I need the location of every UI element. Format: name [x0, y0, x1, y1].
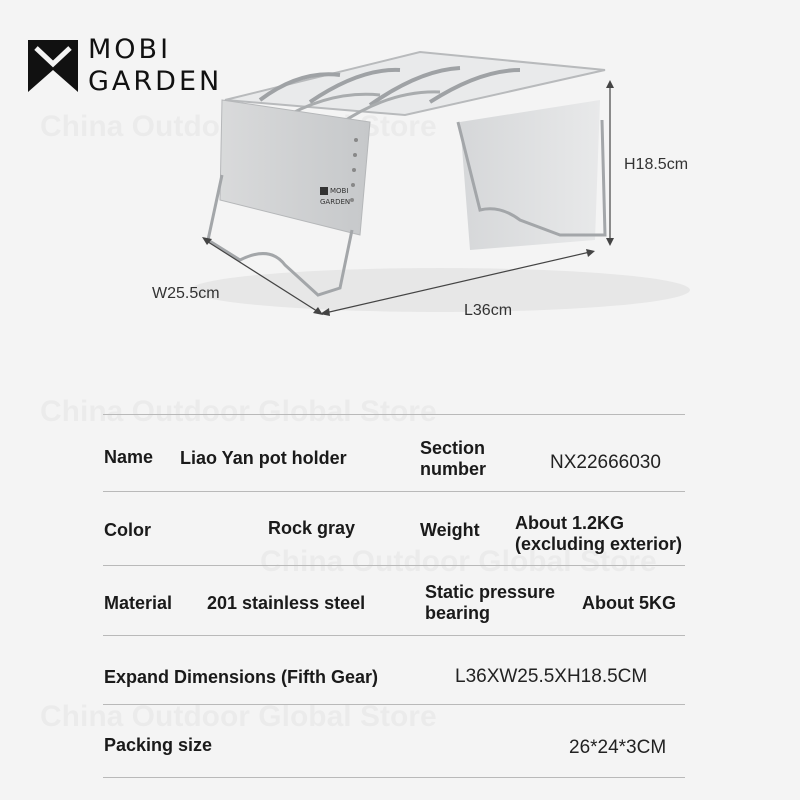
- pressure-label-line-2: bearing: [425, 603, 491, 623]
- packing-size-value: 26*24*3CM: [569, 737, 667, 758]
- pressure-label-line-1: Static pressure: [425, 582, 556, 602]
- watermark: [40, 700, 437, 734]
- packing-size-label: Packing size: [104, 735, 213, 755]
- section-number-value: NX22666030: [550, 452, 661, 473]
- weight-label: Weight: [420, 520, 480, 540]
- material-label: Material: [104, 593, 173, 613]
- color-label: Color: [104, 520, 151, 540]
- watermark: [40, 395, 437, 429]
- section-label-line-1: Section: [420, 438, 486, 458]
- name-value: Liao Yan pot holder: [180, 448, 347, 468]
- table-divider: [103, 777, 685, 778]
- weight-value-line-1: About 1.2KG: [515, 513, 625, 533]
- brand-mark-icon: [28, 40, 78, 92]
- panel-logo-line-1: MOBI: [330, 187, 349, 195]
- static-pressure-label: [425, 582, 555, 624]
- weight-value: [515, 513, 682, 555]
- panel-logo-icon: [320, 187, 328, 195]
- expand-dimensions-label: Expand Dimensions (Fifth Gear): [104, 667, 379, 687]
- section-label-line-2: number: [420, 459, 487, 479]
- section-number-label: [420, 438, 486, 480]
- weight-value-line-2: (excluding exterior): [515, 534, 683, 554]
- brand-line-1: MOBI: [88, 34, 172, 65]
- table-divider: [103, 635, 685, 636]
- panel-logo-line-2: GARDEN: [320, 198, 351, 206]
- expand-dimensions-value: L36XW25.5XH18.5CM: [455, 666, 648, 687]
- static-pressure-value: About 5KG: [582, 593, 676, 613]
- length-dimension-label: L36cm: [464, 302, 513, 319]
- width-dimension-label: W25.5cm: [152, 285, 220, 302]
- table-divider: [103, 704, 685, 705]
- color-value: Rock gray: [268, 518, 356, 538]
- table-divider: [103, 414, 685, 415]
- table-divider: [103, 491, 685, 492]
- brand-line-2: GARDEN: [88, 66, 223, 97]
- pot-holder-image: [140, 30, 760, 330]
- table-divider: [103, 565, 685, 566]
- name-label: Name: [104, 447, 154, 467]
- height-dimension-label: H18.5cm: [624, 156, 689, 173]
- material-value: 201 stainless steel: [207, 593, 366, 613]
